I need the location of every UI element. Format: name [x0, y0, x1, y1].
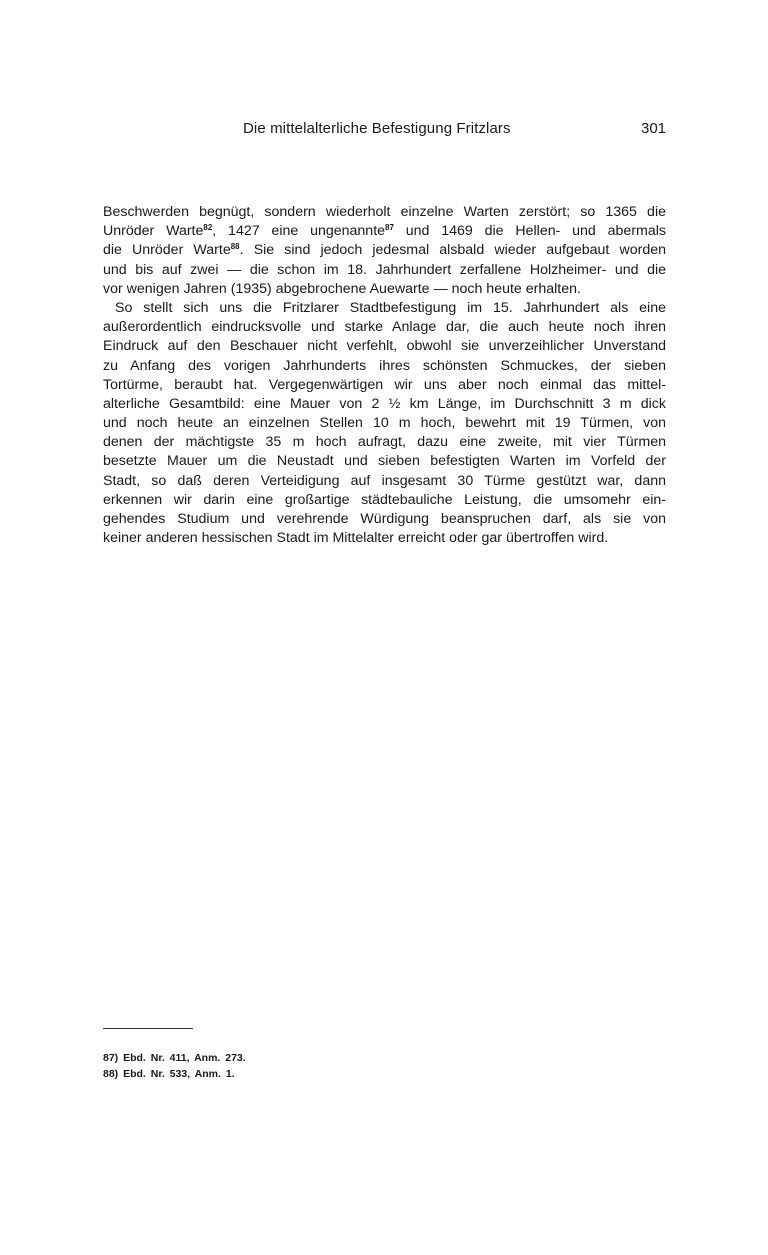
text-line	[103, 222, 666, 241]
text-line: Eindruck auf den Beschauer nicht verfehlt, obwohl sie unverzeihlicher Unverstand	[103, 338, 666, 355]
text-line: vor wenigen Jahren (1935) abgebrochene Auewarte — noch heute erhalten.	[103, 280, 581, 297]
footnotes	[103, 1050, 246, 1082]
text-span: die Unröder Warte	[103, 242, 231, 259]
text-line: Tortürme, beraubt hat. Vergegenwärtigen wir uns aber noch einmal das mittel-	[103, 376, 666, 393]
body-text	[103, 203, 666, 548]
text-line: Beschwerden begnügt, sondern wiederholt einzelne Warten zerstört; so 1365 die	[103, 204, 666, 220]
footnote-87: 87) Ebd. Nr. 411, Anm. 273.	[103, 1052, 246, 1064]
running-title: Die mittelalterliche Befestigung Fritzlars	[243, 120, 511, 137]
footnote-ref: 88	[230, 242, 240, 252]
text-line: keiner anderen hessischen Stadt im Mittelalter erreicht oder gar übertroffen wird.	[103, 530, 609, 547]
footnote-88: 88) Ebd. Nr. 533, Anm. 1.	[103, 1068, 235, 1080]
text-line: So stellt sich uns die Fritzlarer Stadtbefestigung im 15. Jahrhundert als eine	[115, 299, 666, 316]
text-line: erkennen wir darin eine großartige städtebauliche Leistung, die umsomehr ein-	[103, 491, 666, 508]
text-line	[103, 241, 666, 260]
text-line: und bis auf zwei — die schon im 18. Jahrhundert zerfallene Holzheimer- und die	[103, 261, 666, 278]
footnote-separator	[103, 1028, 193, 1029]
text-line: denen der mächtigste 35 m hoch aufragt, dazu eine zweite, mit vier Türmen	[103, 434, 666, 451]
text-span: , 1427 eine ungenannte	[212, 223, 386, 240]
text-span: . Sie sind jedoch jedesmal alsbald wieder aufgebaut worden	[239, 242, 666, 259]
text-line: außerordentlich eindrucksvolle und starke Anlage dar, die auch heute noch ihren	[103, 319, 666, 336]
text-line: und noch heute an einzelnen Stellen 10 m hoch, bewehrt mit 19 Türmen, von	[103, 415, 666, 432]
paragraph-1	[103, 203, 666, 299]
footnote-ref: 82	[203, 223, 213, 233]
text-line: Stadt, so daß deren Verteidigung auf insgesamt 30 Türme gestützt war, dann	[103, 472, 666, 489]
text-line: zu Anfang des vorigen Jahrhunderts ihres schönsten Schmuckes, der sieben	[103, 357, 666, 374]
text-line: besetzte Mauer um die Neustadt und sieben befestigten Warten im Vorfeld der	[103, 453, 666, 470]
text-line: gehendes Studium und verehrende Würdigung beanspruchen darf, als sie von	[103, 511, 666, 527]
text-span: und 1469 die Hellen- und abermals	[393, 223, 666, 240]
text-span: Unröder Warte	[103, 223, 204, 240]
page-number: 301	[641, 120, 667, 137]
paragraph-2	[103, 299, 666, 548]
text-line: alterliche Gesamtbild: eine Mauer von 2 ½ km Länge, im Durchschnitt 3 m dick	[103, 395, 666, 412]
footnote-ref: 87	[385, 223, 394, 233]
